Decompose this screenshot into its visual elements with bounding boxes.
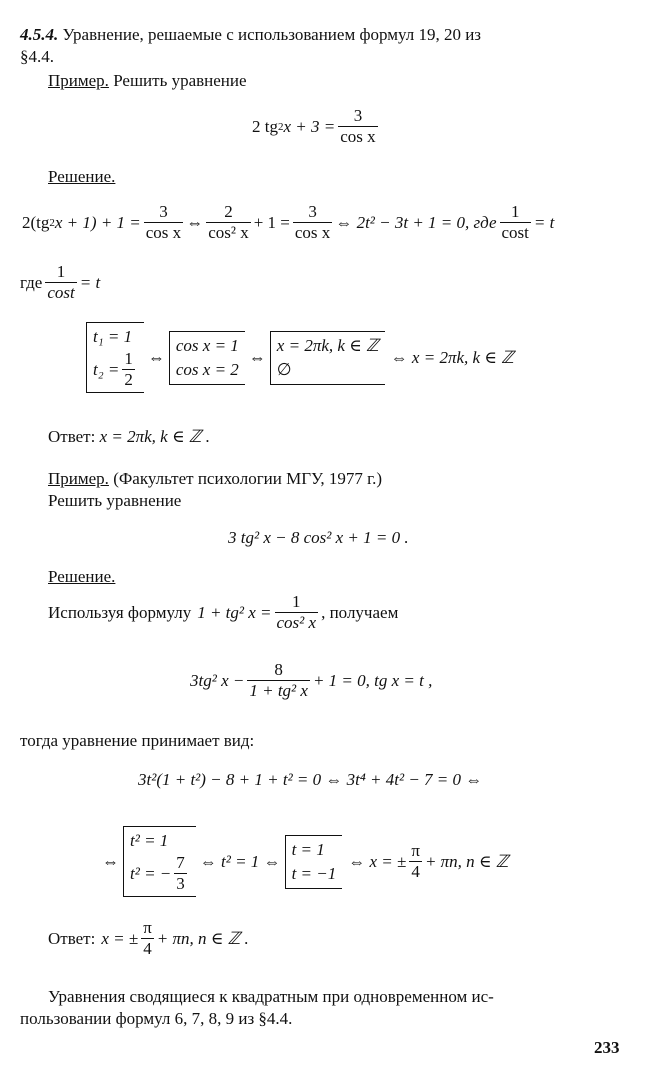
fraction-den: 4	[411, 862, 420, 881]
eq-term: + πn, n ∈ ℤ	[424, 851, 509, 871]
eq-term: = t	[533, 212, 555, 232]
fraction-num: 1	[500, 202, 531, 223]
section-heading-cont: §4.4.	[20, 47, 54, 66]
fraction	[338, 106, 377, 147]
fraction	[45, 262, 76, 303]
eq-term: ⇔ 2t² − 3t + 1 = 0, где	[335, 212, 497, 232]
bracket-system	[169, 331, 245, 385]
answer2	[48, 918, 249, 959]
example-label: Пример.	[48, 469, 109, 488]
solution-system1	[86, 322, 514, 393]
fraction-den: cos x	[145, 223, 182, 242]
fraction-num: π	[143, 918, 152, 937]
fraction	[206, 202, 251, 243]
fraction	[275, 592, 319, 633]
fraction-den: cos² x	[276, 613, 317, 632]
fraction-den: cost	[501, 223, 529, 242]
example2-task: Решить уравнение	[48, 491, 182, 510]
fraction	[247, 660, 310, 701]
fraction	[141, 918, 154, 959]
eq-term: , получаем	[321, 602, 399, 622]
solution-label-text: Решение.	[48, 167, 116, 186]
answer-value: x = 2πk, k ∈ ℤ .	[99, 427, 210, 446]
page-number: 233	[594, 1038, 620, 1057]
system-row: cos x = 1	[175, 335, 239, 355]
closing-line1: Уравнения сводящиеся к квадратным при одновременном ис-	[48, 987, 494, 1006]
fraction-num: 3	[338, 106, 377, 127]
equiv-arrow: ⇔	[102, 851, 119, 871]
eq-sup: 2	[277, 120, 284, 133]
example-source: (Факультет психологии МГУ, 1977 г.)	[113, 469, 383, 488]
system-row	[130, 853, 190, 894]
system-row: ∅	[276, 359, 292, 379]
system-row: t = −1	[291, 863, 337, 883]
eq-term: 1 + tg² x =	[197, 602, 272, 622]
fraction-den: 1 + tg² x	[249, 681, 308, 700]
eq-term: ⇔ x = ±	[348, 851, 407, 871]
bracket-system	[86, 322, 144, 393]
eq-term: t₂ =	[93, 359, 120, 379]
system-row: t₁ = 1	[93, 327, 133, 346]
fraction-den: 2	[124, 370, 133, 389]
fraction-den: 4	[143, 939, 152, 958]
system-row: t = 1	[291, 839, 325, 859]
fraction-den: 3	[176, 874, 185, 893]
eq-term: 2 tg	[252, 116, 278, 136]
fraction-num: 1	[45, 262, 76, 283]
eq-term: + πn, n ∈ ℤ .	[156, 928, 249, 948]
eq-term: + 1 = 0, tg x = t ,	[312, 670, 433, 690]
bracket-system	[285, 835, 343, 889]
then-text: тогда уравнение принимает вид:	[20, 731, 255, 750]
system-row	[93, 349, 138, 390]
using-text: Используя формулу	[48, 602, 192, 622]
fraction	[500, 202, 531, 243]
fraction	[409, 841, 422, 882]
fraction-num: 2	[206, 202, 251, 223]
fraction-den: cos x	[294, 223, 331, 242]
fraction-num: 8	[247, 660, 310, 681]
solution-system2	[102, 826, 508, 897]
system-row: t² = 1	[130, 831, 169, 850]
fraction-num: 1	[124, 349, 133, 368]
section-heading	[20, 24, 481, 46]
eq-term: ⇔ x = 2πk, k ∈ ℤ	[390, 347, 514, 367]
fraction	[122, 349, 135, 390]
solution2-line3: 3t²(1 + t²) − 8 + 1 + t² = 0 ⇔ 3t⁴ + 4t² − 7 = 0 ⇔	[138, 770, 483, 789]
example2-equation: 3 tg² x − 8 cos² x + 1 = 0 .	[228, 528, 409, 547]
solution2-line2	[190, 660, 432, 701]
where-line	[20, 262, 100, 303]
solution2-label	[48, 566, 115, 588]
bracket-system	[123, 826, 196, 897]
answer-label: Ответ:	[48, 928, 96, 948]
section-title: Уравнение, решаемые с использованием формул 19, 20 из	[62, 25, 482, 44]
eq-term: = t	[79, 272, 101, 292]
eq-sup: 2	[49, 216, 55, 229]
example1-equation	[252, 106, 381, 147]
answer-label: Ответ:	[48, 427, 96, 446]
system-row: x = 2πk, k ∈ ℤ	[276, 335, 379, 355]
solution-label-text: Решение.	[48, 567, 116, 586]
fraction-num: 3	[144, 202, 183, 223]
eq-term: + 1 =	[253, 212, 290, 232]
section-number: 4.5.4.	[20, 25, 59, 44]
eq-term: ⇔ t² = 1 ⇔	[199, 851, 281, 871]
eq-term: x + 1) + 1 =	[54, 212, 141, 232]
example1-header	[48, 70, 247, 92]
fraction	[144, 202, 183, 243]
fraction	[174, 853, 187, 894]
example2-header	[48, 468, 382, 490]
fraction-num: π	[411, 841, 420, 860]
fraction-num: 7	[176, 853, 185, 872]
using-formula-line	[48, 592, 398, 633]
fraction-den: cos² x	[208, 223, 249, 242]
equiv-arrow: ⇔	[147, 347, 165, 367]
eq-term: 3tg² x −	[190, 670, 245, 690]
solution-label	[48, 166, 115, 188]
fraction-num: 3	[293, 202, 332, 223]
answer1	[48, 426, 210, 448]
eq-term: t² = −	[130, 863, 172, 883]
example-label: Пример.	[48, 71, 109, 90]
fraction-den: cos x	[340, 127, 376, 146]
eq-term: x + 3 =	[283, 116, 336, 136]
eq-term: x = ±	[101, 928, 139, 948]
fraction	[293, 202, 332, 243]
eq-term: ⇔	[186, 212, 204, 232]
where-label: где	[20, 272, 43, 292]
eq-term: 2(tg	[22, 212, 50, 232]
equiv-arrow: ⇔	[248, 347, 266, 367]
system-row: cos x = 2	[175, 359, 239, 379]
solution-line1	[22, 202, 554, 243]
closing-line2: пользовании формул 6, 7, 8, 9 из §4.4.	[20, 1009, 293, 1028]
fraction-den: cost	[47, 283, 75, 302]
bracket-system	[270, 331, 385, 385]
fraction-num: 1	[275, 592, 319, 613]
example-task: Решить уравнение	[113, 71, 247, 90]
